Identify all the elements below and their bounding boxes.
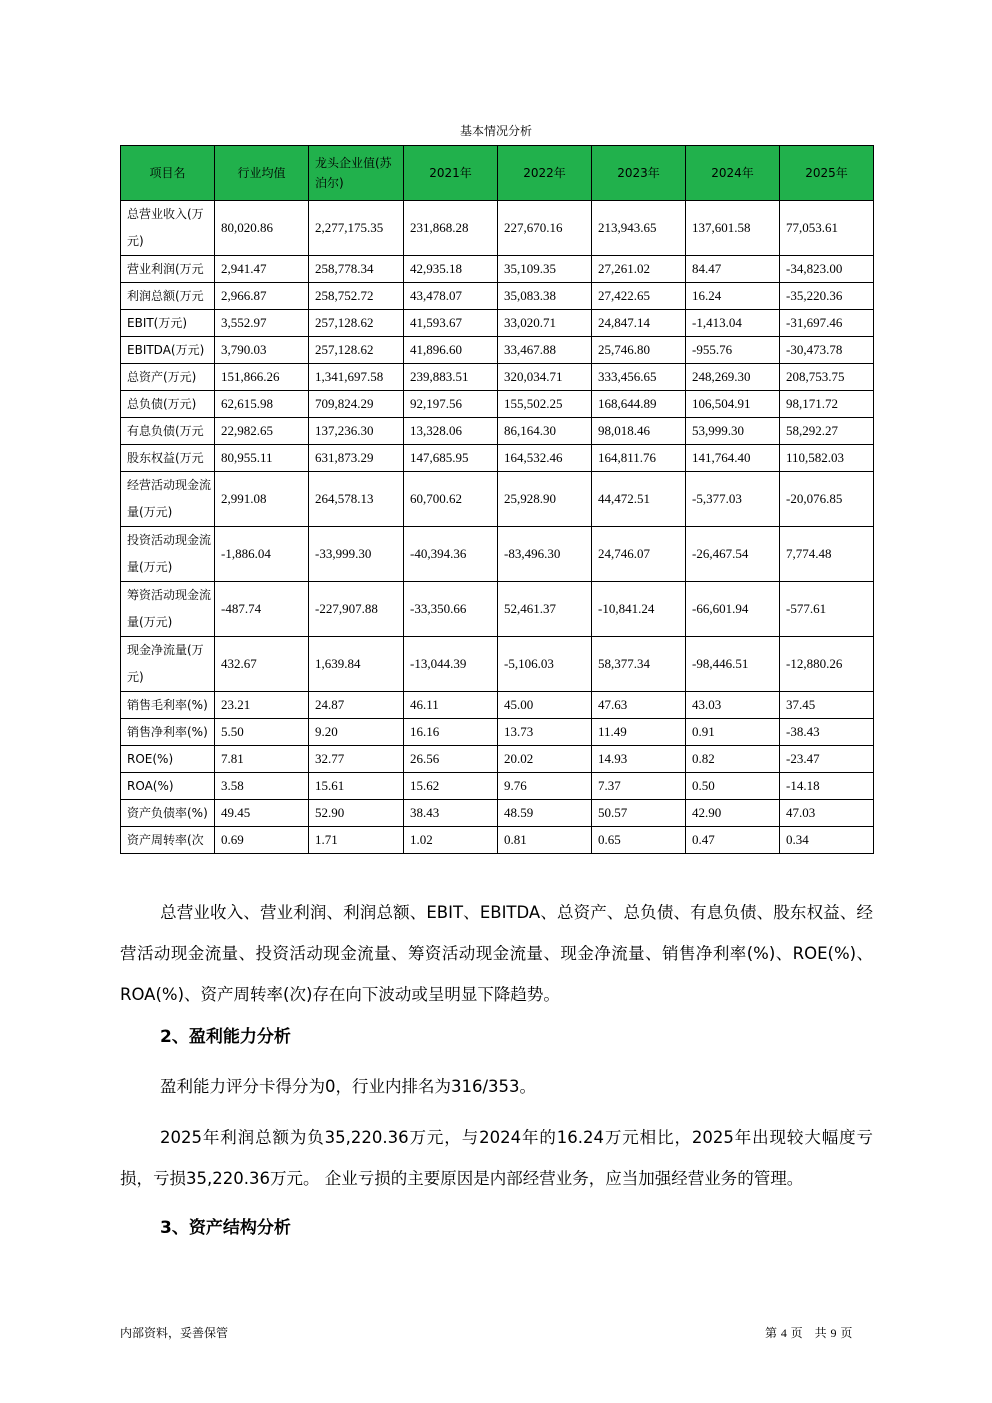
- table-cell: 2,941.47: [215, 256, 309, 283]
- row-label: 投资活动现金流量(万元): [121, 527, 215, 582]
- table-row: [121, 256, 874, 283]
- table-row: [121, 201, 874, 256]
- table-cell: 2,277,175.35: [309, 201, 404, 256]
- row-label: EBITDA(万元): [121, 337, 215, 364]
- table-row: [121, 582, 874, 637]
- table-cell: 248,269.30: [686, 364, 780, 391]
- table-row: [121, 827, 874, 854]
- table-cell: 0.65: [592, 827, 686, 854]
- row-label: 销售净利率(%): [121, 719, 215, 746]
- table-cell: -31,697.46: [780, 310, 874, 337]
- table-cell: -955.76: [686, 337, 780, 364]
- table-cell: -38.43: [780, 719, 874, 746]
- table-cell: 709,824.29: [309, 391, 404, 418]
- table-cell: -33,999.30: [309, 527, 404, 582]
- table-cell: 15.62: [404, 773, 498, 800]
- table-row: [121, 527, 874, 582]
- summary-paragraph: [120, 892, 873, 1015]
- table-cell: 164,811.76: [592, 445, 686, 472]
- table-cell: 1.71: [309, 827, 404, 854]
- table-cell: -26,467.54: [686, 527, 780, 582]
- table-cell: 0.34: [780, 827, 874, 854]
- table-cell: 257,128.62: [309, 337, 404, 364]
- table-cell: 33,020.71: [498, 310, 592, 337]
- table-cell: 5.50: [215, 719, 309, 746]
- table-row: [121, 283, 874, 310]
- table-cell: 32.77: [309, 746, 404, 773]
- table-cell: -227,907.88: [309, 582, 404, 637]
- table-cell: 9.20: [309, 719, 404, 746]
- table-cell: 16.24: [686, 283, 780, 310]
- basic-analysis-table: [120, 145, 874, 854]
- table-cell: 35,083.38: [498, 283, 592, 310]
- page-total: 9: [830, 1326, 837, 1340]
- page-current: 4: [780, 1326, 787, 1340]
- table-cell: 110,582.03: [780, 445, 874, 472]
- table-cell: -83,496.30: [498, 527, 592, 582]
- table-cell: 50.57: [592, 800, 686, 827]
- table-cell: -40,394.36: [404, 527, 498, 582]
- table-cell: 24,746.07: [592, 527, 686, 582]
- column-header: 2023年: [592, 146, 686, 201]
- table-cell: 26.56: [404, 746, 498, 773]
- table-caption: 基本情况分析: [459, 124, 532, 138]
- table-cell: 38.43: [404, 800, 498, 827]
- table-cell: -23.47: [780, 746, 874, 773]
- table-cell: 168,644.89: [592, 391, 686, 418]
- table-cell: 333,456.65: [592, 364, 686, 391]
- table-cell: 14.93: [592, 746, 686, 773]
- table-cell: 258,752.72: [309, 283, 404, 310]
- table-cell: 20.02: [498, 746, 592, 773]
- table-cell: 98,171.72: [780, 391, 874, 418]
- table-cell: 52,461.37: [498, 582, 592, 637]
- table-cell: -1,886.04: [215, 527, 309, 582]
- table-cell: 22,982.65: [215, 418, 309, 445]
- footer-confidential-note: 内部资料，妥善保管: [120, 1326, 229, 1340]
- table-cell: 0.91: [686, 719, 780, 746]
- table-cell: 7,774.48: [780, 527, 874, 582]
- table-cell: 41,593.67: [404, 310, 498, 337]
- table-cell: 2,991.08: [215, 472, 309, 527]
- table-cell: 631,873.29: [309, 445, 404, 472]
- table-cell: 23.21: [215, 692, 309, 719]
- table-cell: -98,446.51: [686, 637, 780, 692]
- table-cell: 42,935.18: [404, 256, 498, 283]
- table-row: [121, 746, 874, 773]
- table-cell: -1,413.04: [686, 310, 780, 337]
- table-cell: 3.58: [215, 773, 309, 800]
- table-cell: 0.69: [215, 827, 309, 854]
- row-label: 有息负债(万元: [121, 418, 215, 445]
- table-cell: 432.67: [215, 637, 309, 692]
- table-cell: 33,467.88: [498, 337, 592, 364]
- loss-analysis-paragraph: [120, 1117, 873, 1199]
- table-cell: -33,350.66: [404, 582, 498, 637]
- summary-text: 总营业收入、营业利润、利润总额、EBIT、EBITDA、总资产、总负债、有息负债、股东权益、经营活动现金流量、投资活动现金流量、筹资活动现金流量、现金净流量、销售净利率(%)、ROE(%)、ROA(%)、资产周转率(次)存在向下波动或呈明显下降趋势。: [120, 903, 873, 1004]
- table-cell: -12,880.26: [780, 637, 874, 692]
- table-cell: 213,943.65: [592, 201, 686, 256]
- row-label: 销售毛利率(%): [121, 692, 215, 719]
- table-cell: 3,552.97: [215, 310, 309, 337]
- row-label: 现金净流量(万元): [121, 637, 215, 692]
- table-cell: -13,044.39: [404, 637, 498, 692]
- table-row: [121, 719, 874, 746]
- table-cell: 7.37: [592, 773, 686, 800]
- table-cell: 106,504.91: [686, 391, 780, 418]
- row-label: 资产负债率(%): [121, 800, 215, 827]
- table-cell: 7.81: [215, 746, 309, 773]
- table-row: [121, 337, 874, 364]
- row-label: 总资产(万元): [121, 364, 215, 391]
- table-row: [121, 445, 874, 472]
- table-row: [121, 391, 874, 418]
- table-row: [121, 773, 874, 800]
- table-cell: 11.49: [592, 719, 686, 746]
- row-label: 经营活动现金流量(万元): [121, 472, 215, 527]
- table-cell: 155,502.25: [498, 391, 592, 418]
- table-cell: 24.87: [309, 692, 404, 719]
- table-cell: 208,753.75: [780, 364, 874, 391]
- table-cell: 80,955.11: [215, 445, 309, 472]
- table-cell: 0.47: [686, 827, 780, 854]
- table-row: [121, 800, 874, 827]
- table-cell: 52.90: [309, 800, 404, 827]
- section-heading-asset-structure: 3、资产结构分析: [160, 1218, 291, 1238]
- table-cell: 1,639.84: [309, 637, 404, 692]
- table-cell: 62,615.98: [215, 391, 309, 418]
- table-cell: 43.03: [686, 692, 780, 719]
- table-cell: 0.82: [686, 746, 780, 773]
- table-cell: 27,422.65: [592, 283, 686, 310]
- table-cell: 264,578.13: [309, 472, 404, 527]
- table-cell: 164,532.46: [498, 445, 592, 472]
- profitability-score-paragraph: [120, 1066, 873, 1107]
- table-cell: 80,020.86: [215, 201, 309, 256]
- column-header: 2022年: [498, 146, 592, 201]
- table-cell: 16.16: [404, 719, 498, 746]
- table-cell: 3,790.03: [215, 337, 309, 364]
- column-header: 2024年: [686, 146, 780, 201]
- column-header: 2021年: [404, 146, 498, 201]
- column-header: 行业均值: [215, 146, 309, 201]
- table-cell: 60,700.62: [404, 472, 498, 527]
- table-cell: 1.02: [404, 827, 498, 854]
- row-label: 筹资活动现金流量(万元): [121, 582, 215, 637]
- table-cell: 258,778.34: [309, 256, 404, 283]
- table-cell: 151,866.26: [215, 364, 309, 391]
- table-cell: -5,377.03: [686, 472, 780, 527]
- table-cell: 98,018.46: [592, 418, 686, 445]
- table-cell: -14.18: [780, 773, 874, 800]
- row-label: 股东权益(万元: [121, 445, 215, 472]
- table-cell: -577.61: [780, 582, 874, 637]
- table-cell: -35,220.36: [780, 283, 874, 310]
- table-cell: 27,261.02: [592, 256, 686, 283]
- row-label: ROE(%): [121, 746, 215, 773]
- table-cell: 44,472.51: [592, 472, 686, 527]
- table-cell: 92,197.56: [404, 391, 498, 418]
- table-row: [121, 364, 874, 391]
- row-label: 总负债(万元): [121, 391, 215, 418]
- table-row: [121, 310, 874, 337]
- table-cell: 43,478.07: [404, 283, 498, 310]
- table-cell: 257,128.62: [309, 310, 404, 337]
- table-cell: 25,746.80: [592, 337, 686, 364]
- table-cell: -10,841.24: [592, 582, 686, 637]
- table-cell: 227,670.16: [498, 201, 592, 256]
- table-cell: 239,883.51: [404, 364, 498, 391]
- row-label: ROA(%): [121, 773, 215, 800]
- table-cell: 86,164.30: [498, 418, 592, 445]
- table-cell: -34,823.00: [780, 256, 874, 283]
- table-cell: 58,292.27: [780, 418, 874, 445]
- table-cell: 45.00: [498, 692, 592, 719]
- page-mid: 页 共: [790, 1326, 827, 1340]
- table-cell: 231,868.28: [404, 201, 498, 256]
- table-cell: -5,106.03: [498, 637, 592, 692]
- page-suffix: 页: [840, 1326, 853, 1340]
- table-cell: 48.59: [498, 800, 592, 827]
- table-cell: -487.74: [215, 582, 309, 637]
- table-cell: 49.45: [215, 800, 309, 827]
- table-cell: 13,328.06: [404, 418, 498, 445]
- table-cell: 0.50: [686, 773, 780, 800]
- table-cell: -30,473.78: [780, 337, 874, 364]
- table-cell: 42.90: [686, 800, 780, 827]
- table-cell: 25,928.90: [498, 472, 592, 527]
- table-cell: 141,764.40: [686, 445, 780, 472]
- row-label: 利润总额(万元: [121, 283, 215, 310]
- table-cell: 46.11: [404, 692, 498, 719]
- table-cell: 15.61: [309, 773, 404, 800]
- table-cell: -20,076.85: [780, 472, 874, 527]
- row-label: 总营业收入(万元): [121, 201, 215, 256]
- table-cell: 58,377.34: [592, 637, 686, 692]
- table-cell: 13.73: [498, 719, 592, 746]
- table-header-row: [121, 146, 874, 201]
- page-prefix: 第: [765, 1326, 778, 1340]
- loss-analysis-text: 2025年利润总额为负35,220.36万元，与2024年的16.24万元相比，2025年出现较大幅度亏损，亏损35,220.36万元。 企业亏损的主要原因是内部经营业务，应当加强经营业务的管理。: [120, 1128, 873, 1188]
- footer-page-number: [765, 1324, 852, 1341]
- row-label: 资产周转率(次: [121, 827, 215, 854]
- table-cell: 137,601.58: [686, 201, 780, 256]
- row-label: EBIT(万元): [121, 310, 215, 337]
- table-cell: 47.63: [592, 692, 686, 719]
- table-cell: 9.76: [498, 773, 592, 800]
- table-cell: 24,847.14: [592, 310, 686, 337]
- table-cell: 77,053.61: [780, 201, 874, 256]
- table-row: [121, 692, 874, 719]
- column-header: 项目名: [121, 146, 215, 201]
- table-cell: 147,685.95: [404, 445, 498, 472]
- section-heading-profitability: 2、盈利能力分析: [160, 1027, 291, 1047]
- table-cell: 1,341,697.58: [309, 364, 404, 391]
- table-cell: 41,896.60: [404, 337, 498, 364]
- column-header: 2025年: [780, 146, 874, 201]
- table-row: [121, 472, 874, 527]
- row-label: 营业利润(万元: [121, 256, 215, 283]
- table-cell: 137,236.30: [309, 418, 404, 445]
- table-cell: 84.47: [686, 256, 780, 283]
- table-cell: 320,034.71: [498, 364, 592, 391]
- table-cell: -66,601.94: [686, 582, 780, 637]
- table-cell: 53,999.30: [686, 418, 780, 445]
- table-row: [121, 418, 874, 445]
- table-cell: 47.03: [780, 800, 874, 827]
- table-row: [121, 637, 874, 692]
- column-header: 龙头企业值(苏泊尔): [309, 146, 404, 201]
- table-cell: 37.45: [780, 692, 874, 719]
- table-cell: 2,966.87: [215, 283, 309, 310]
- profitability-score-text: 盈利能力评分卡得分为0，行业内排名为316/353。: [160, 1077, 537, 1096]
- table-cell: 35,109.35: [498, 256, 592, 283]
- table-cell: 0.81: [498, 827, 592, 854]
